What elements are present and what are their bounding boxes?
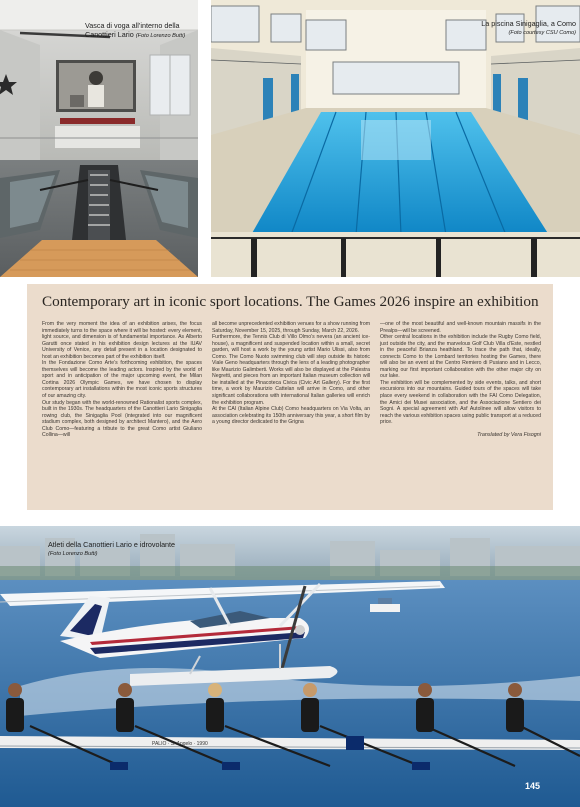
- rowing-hall-illustration: [0, 0, 198, 277]
- lake-caption: [48, 541, 208, 558]
- article-box: [27, 284, 553, 510]
- pool-caption-credit: (Foto courtesy CSU Como): [508, 29, 576, 36]
- col1-paragraph-3: Our study began with the world-renowned Rationalist sports complex, built in the 1930s. The headquarters of the Canottieri Lario Sinigaglia rowing club, the Sinigaglia Pool (integrated into our magnificent stadium complex, both designed by architect Mantero), and the Aero Club Como—featuring a tribute to the great Como artist Giuliano Collina—will: [42, 399, 202, 439]
- article-column-1: [42, 321, 202, 439]
- pool-caption-text: La piscina Sinigaglia, a Como: [481, 19, 576, 28]
- photo-rowing-hall: [0, 0, 198, 277]
- photo-seaplane-rowers: [0, 526, 580, 807]
- pool-illustration: [211, 0, 580, 277]
- article-column-2: [212, 321, 370, 426]
- col2-paragraph-2: Furthermore, the Tennis Club di Villo Olmo’s nevera (an ancient ice-house), a magnificent and suspended location within a small, secret garden, will host a work by the young artist Mario Ulissi, also from Como. The Como Nuoto swimming club will step outside its historic Viale Geno headquarters through the lens of a leading photographer like Maurizio Galimberti. Works will also be displayed at the Palestra Negretti, and pieces from an important Italian museum collection will be installed at the Pinacoteca Civica (Civic Art Gallery). For the first time, a work by Maurizio Cattelan will arrive in Como, and other significant collaborations with international Italian galleries will enrich the exhibition program.: [212, 334, 370, 406]
- article-title: Contemporary art in iconic sport locations. The Games 2026 inspire an exhibition: [42, 293, 539, 310]
- hall-caption-credit: (Foto Lorenzo Butti): [135, 32, 186, 39]
- translator-credit: Translated by Vera Fisogni: [477, 431, 541, 438]
- lake-caption-credit: (Foto Lorenzo Butti): [48, 550, 98, 557]
- article-column-3: [380, 321, 541, 438]
- col1-paragraph-2: In the Fondazione Como Arte’s forthcoming exhibition, the spaces themselves will become the leading actors. Inspired by the world of sport and in anticipation of the major upcoming event, the Milan Cortina 2026 Olympic Games, we have chosen to display contemporary art installations within the most iconic sports structures of our amazing city.: [42, 360, 202, 400]
- hall-caption-text: Vasca di voga all’interno della Canottieri Lario: [85, 21, 180, 39]
- col3-paragraph-2: Other central locations in the exhibition include the Rugby Como field, just outside the city, and the marvelous Golf Club Villa d’Este, nestled in the peaceful Brianza heathland. To trace the path that, ideally, connects Como to the Lombard territories hosting the Games, there will also be an event at the Centro Remiero di Pusiano and in Lecco, marking our first important collaboration with the other major city on our lake.: [380, 334, 541, 380]
- lake-caption-text: Atleti della Canottieri Lario e idrovolante: [48, 540, 176, 549]
- col1-paragraph-1: From the very moment the idea of an exhibition arises, the focus immediately turns to the space where it will be hosted: every element, light source, and dimension is of fundamental importance. As Alberto Garutti once stated in his exhibition design lectures at the IUAV University of Venice, any detail present in a location designated to host an exhibition becomes part of the exhibition itself.: [42, 321, 202, 360]
- col2-paragraph-3: At the CAI (Italian Alpine Club) Como headquarters on Via Volta, an association celebrating its 150th anniversary this year, a short film by a young director dedicated to the Grigna: [212, 406, 370, 426]
- hall-caption: [85, 22, 195, 40]
- col3-paragraph-1: —one of the most beautiful and well-known mountain massifs in the Prealps—will be screened.: [380, 321, 541, 334]
- lake-illustration: [0, 526, 580, 807]
- pool-caption: [411, 20, 576, 37]
- page-number: 145: [524, 781, 540, 791]
- boat-hull-text: PALIO · S. Angelo · 1990: [152, 741, 208, 747]
- col2-paragraph-1: all become unprecedented exhibition venues for a show running from Saturday, November 15, 2025, through Sunday, March 22, 2026.: [212, 321, 370, 334]
- col3-paragraph-3: The exhibition will be complemented by side events, talks, and short excursions into our mountains. Guided tours of the spaces will take place every weekend in collaboration with the FAI Como Delegation, the Amici dei Musei association, and the Associazione Sentiero dei Sogni. A special agreement with Asf Autolinee will allow visitors to reach the various exhibition spaces using public transport at a reduced price.: [380, 379, 541, 426]
- photo-swimming-pool: [211, 0, 580, 277]
